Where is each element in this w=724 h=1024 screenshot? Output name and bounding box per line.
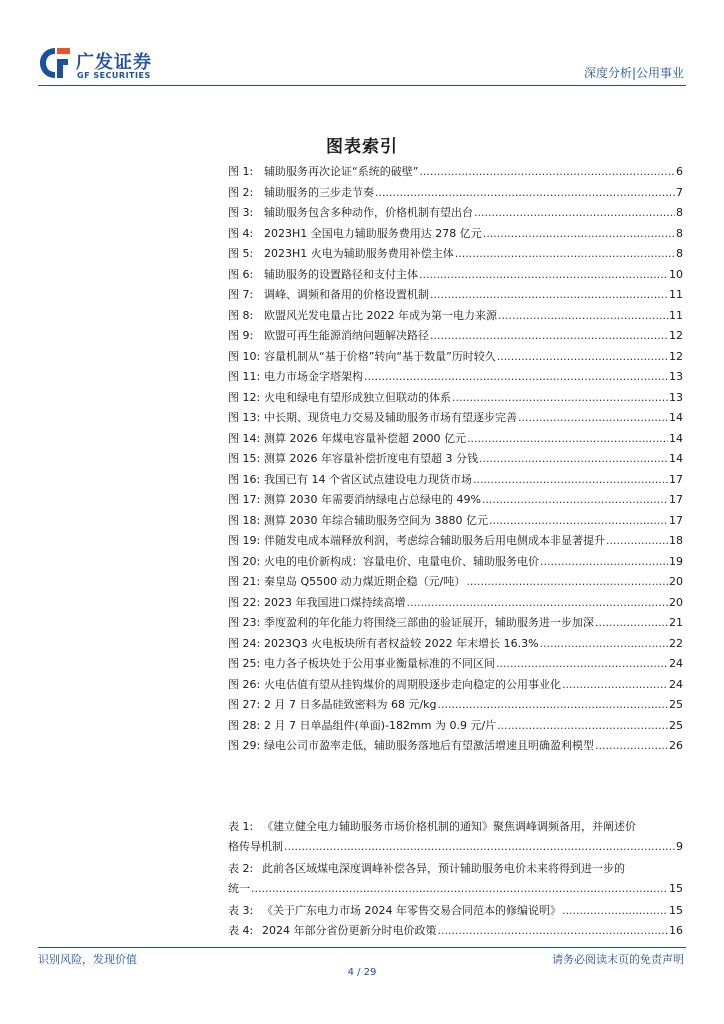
- entry-label: 图 27:: [228, 698, 261, 711]
- figure-index-list: [228, 163, 683, 758]
- entry-title: 我国已有 14 个省区试点建设电力现货市场: [264, 472, 472, 486]
- figure-index-entry[interactable]: [228, 368, 683, 389]
- entry-label: 图 6:: [228, 267, 254, 281]
- table-index-entry[interactable]: [228, 818, 683, 860]
- entry-label: 图 17:: [228, 493, 261, 506]
- entry-label: 表 4:: [228, 924, 254, 937]
- entry-label: 图 5:: [228, 247, 254, 260]
- entry-page-number: 8: [676, 206, 683, 219]
- figure-index-entry[interactable]: [228, 573, 683, 594]
- table-index-list: [228, 818, 683, 942]
- entry-title: 欧盟可再生能源消纳问题解决路径: [264, 329, 429, 342]
- entry-page-number: 15: [669, 904, 683, 917]
- dot-leader: [251, 882, 668, 895]
- entry-page-number: 11: [669, 308, 683, 322]
- page-header: [38, 44, 684, 84]
- figure-index-entry[interactable]: [228, 204, 683, 225]
- figure-index-entry[interactable]: [228, 553, 683, 574]
- entry-title: 辅助服务的设置路径和支付主体: [264, 267, 418, 281]
- figure-index-entry[interactable]: [228, 737, 683, 758]
- dot-leader: [497, 719, 668, 732]
- entry-label: 图 22:: [228, 595, 261, 609]
- entry-label: 图 14:: [228, 431, 261, 445]
- figure-index-entry[interactable]: [228, 594, 683, 615]
- entry-title: 火电和绿电有望形成独立但联动的体系: [264, 390, 451, 404]
- entry-label: 图 15:: [228, 452, 261, 465]
- entry-page-number: 8: [676, 247, 683, 260]
- entry-page-number: 25: [669, 718, 683, 732]
- logo-english-name: GF SECURITIES: [77, 71, 151, 80]
- entry-title: 电力市场金字塔架构: [264, 370, 363, 383]
- table-index-entry[interactable]: [228, 922, 683, 942]
- entry-first-line: [228, 860, 683, 880]
- entry-label: 图 25:: [228, 657, 261, 670]
- entry-page-number: 22: [669, 636, 683, 650]
- figure-index-entry[interactable]: [228, 717, 683, 738]
- dot-leader: [540, 637, 668, 650]
- entry-title: 容量机制从“基于价格”转向“基于数量”历时较久: [264, 349, 496, 363]
- dot-leader: [452, 391, 668, 404]
- entry-title-line2: 格传导机制: [228, 840, 283, 853]
- dot-leader: [467, 432, 668, 445]
- dot-leader: [430, 288, 668, 301]
- entry-title: 季度盈利的年化能力将围绕三部曲的验证展开，辅助服务进一步加深: [264, 616, 594, 629]
- entry-second-line: [228, 880, 683, 902]
- entry-label: 图 19:: [228, 534, 261, 547]
- entry-label: 图 12:: [228, 390, 261, 404]
- entry-title: 辅助服务再次论证“系统的破壁”: [264, 165, 419, 178]
- header-divider: [38, 85, 686, 86]
- entry-page-number: 13: [669, 390, 683, 404]
- entry-title: 中长期、现货电力交易及辅助服务市场有望逐步完善: [264, 411, 517, 424]
- entry-label: 图 24:: [228, 636, 261, 650]
- entry-title: 调峰、调频和备用的价格设置机制: [264, 288, 429, 301]
- dot-leader: [562, 678, 668, 691]
- page-title: 图表索引: [326, 137, 398, 157]
- entry-page-number: 13: [669, 370, 683, 383]
- dot-leader: [419, 165, 675, 178]
- figure-index-entry[interactable]: [228, 676, 683, 697]
- entry-title: 2023 年我国进口煤持续高增: [264, 595, 406, 609]
- entry-label: 图 28:: [228, 718, 261, 732]
- entry-page-number: 15: [669, 882, 683, 895]
- entry-page-number: 17: [669, 513, 683, 527]
- entry-title: 欧盟风光发电量占比 2022 年成为第一电力来源: [264, 308, 497, 322]
- figure-index-entry[interactable]: [228, 245, 683, 266]
- entry-label: 图 10:: [228, 349, 261, 363]
- dot-leader: [474, 206, 675, 219]
- footer-disclaimer-note: 请务必阅读末页的免责声明: [552, 953, 684, 966]
- entry-title: 辅助服务的三步走节奏: [264, 185, 374, 199]
- footer-divider: [38, 947, 686, 948]
- entry-title: 绿电公司市盈率走低，辅助服务落地后有望激活增速且明确盈利模型: [264, 739, 594, 752]
- figure-index-entry[interactable]: [228, 471, 683, 492]
- entry-page-number: 11: [669, 288, 683, 301]
- figure-index-entry[interactable]: [228, 635, 683, 656]
- dot-leader: [419, 268, 668, 281]
- entry-title: 伴随发电成本端释放利润，考虑综合辅助服务后用电侧成本非显著提升: [264, 534, 605, 547]
- page-number: 4 / 29: [347, 967, 377, 978]
- entry-label: 图 7:: [228, 288, 254, 301]
- entry-title-line1: 此前各区域煤电深度调峰补偿各异，预计辅助服务电价未来将得到进一步的: [262, 862, 625, 875]
- entry-page-number: 14: [669, 452, 683, 465]
- entry-title: 火电的电价新构成：容量电价、电量电价、辅助服务电价: [264, 554, 539, 568]
- entry-second-line: [228, 838, 683, 860]
- entry-page-number: 7: [676, 185, 683, 199]
- figure-index-entry[interactable]: [228, 696, 683, 717]
- entry-page-number: 14: [669, 411, 683, 424]
- entry-title-line2: 统一: [228, 882, 250, 895]
- entry-page-number: 24: [669, 677, 683, 691]
- figure-index-entry[interactable]: [228, 266, 683, 287]
- entry-title: 2023H1 火电为辅助服务费用补偿主体: [264, 247, 454, 260]
- figure-index-entry[interactable]: [228, 225, 683, 246]
- dot-leader: [562, 904, 668, 917]
- dot-leader: [483, 227, 675, 240]
- figure-index-entry[interactable]: [228, 163, 683, 184]
- entry-label: 图 23:: [228, 616, 261, 629]
- entry-page-number: 20: [669, 595, 683, 609]
- entry-title: 2023H1 全国电力辅助服务费用达 278 亿元: [264, 226, 482, 240]
- entry-page-number: 24: [669, 657, 683, 670]
- figure-index-entry[interactable]: [228, 348, 683, 369]
- report-category: 深度分析|公用事业: [583, 66, 684, 80]
- entry-page-number: 19: [669, 554, 683, 568]
- dot-leader: [473, 473, 668, 486]
- dot-leader: [364, 370, 668, 383]
- entry-title: 电力各子板块处于公用事业衡量标准的不同区间: [264, 657, 495, 670]
- dot-leader: [479, 452, 668, 465]
- figure-index-entry[interactable]: [228, 389, 683, 410]
- figure-index-entry[interactable]: [228, 184, 683, 205]
- gf-logo-icon: [38, 46, 72, 80]
- dot-leader: [430, 329, 668, 342]
- entry-title: 测算 2030 年需要消纳绿电占总绿电的 49%: [264, 493, 481, 506]
- entry-title: 测算 2026 年容量补偿折度电有望超 3 分钱: [264, 452, 478, 465]
- dot-leader: [466, 575, 668, 588]
- figure-index-entry[interactable]: [228, 532, 683, 553]
- entry-label: 图 20:: [228, 554, 261, 568]
- entry-label: 图 29:: [228, 739, 261, 752]
- table-index-entry[interactable]: [228, 860, 683, 902]
- entry-title: 秦皇岛 Q5500 动力煤近期企稳（元/吨）: [264, 575, 466, 588]
- figure-index-entry[interactable]: [228, 286, 683, 307]
- dot-leader: [489, 514, 668, 527]
- entry-label: 图 13:: [228, 411, 261, 424]
- entry-page-number: 12: [669, 329, 683, 342]
- entry-page-number: 6: [676, 165, 683, 178]
- gf-securities-logo: [38, 46, 188, 86]
- dot-leader: [375, 186, 675, 199]
- entry-label: 图 26:: [228, 677, 261, 691]
- entry-page-number: 12: [669, 349, 683, 363]
- dot-leader: [438, 698, 668, 711]
- dot-leader: [407, 596, 669, 609]
- entry-page-number: 9: [676, 840, 683, 853]
- entry-page-number: 17: [669, 493, 683, 506]
- entry-label: 图 21:: [228, 575, 261, 588]
- entry-title-line1: 《建立健全电力辅助服务市场价格机制的通知》聚焦调峰调频备用，并阐述价: [262, 820, 636, 833]
- table-index-entry[interactable]: [228, 902, 683, 922]
- dot-leader: [496, 657, 668, 670]
- entry-page-number: 21: [669, 616, 683, 629]
- entry-page-number: 25: [669, 698, 683, 711]
- entry-title: 2024 年部分省份更新分时电价政策: [262, 924, 437, 937]
- entry-page-number: 18: [669, 534, 683, 547]
- dot-leader: [606, 534, 668, 547]
- entry-label: 图 11:: [228, 370, 261, 383]
- figure-index-entry[interactable]: [228, 614, 683, 635]
- dot-leader: [482, 493, 668, 506]
- entry-title: 2023Q3 火电板块所有者权益较 2022 年末增长 16.3%: [264, 636, 539, 650]
- entry-title: 2 月 7 日单晶组件(单面)-182mm 为 0.9 元/片: [264, 718, 497, 732]
- dot-leader: [497, 350, 668, 363]
- entry-page-number: 20: [669, 575, 683, 588]
- entry-label: 表 1:: [228, 820, 254, 833]
- dot-leader: [438, 924, 669, 937]
- entry-title: 《关于广东电力市场 2024 年零售交易合同范本的修编说明》: [262, 904, 561, 917]
- dot-leader: [455, 247, 675, 260]
- entry-title: 辅助服务包含多种动作，价格机制有望出台: [264, 206, 473, 219]
- entry-label: 图 1:: [228, 165, 254, 178]
- figure-index-entry[interactable]: [228, 491, 683, 512]
- entry-label: 图 16:: [228, 472, 261, 486]
- entry-page-number: 10: [669, 267, 683, 281]
- entry-page-number: 16: [669, 924, 683, 937]
- entry-first-line: [228, 818, 683, 838]
- dot-leader: [595, 739, 668, 752]
- entry-page-number: 26: [669, 739, 683, 752]
- figure-index-entry[interactable]: [228, 655, 683, 676]
- figure-index-entry[interactable]: [228, 307, 683, 328]
- entry-label: 图 8:: [228, 308, 254, 322]
- figure-index-entry[interactable]: [228, 430, 683, 451]
- dot-leader: [498, 309, 668, 322]
- figure-index-entry[interactable]: [228, 409, 683, 430]
- entry-label: 图 4:: [228, 226, 254, 240]
- dot-leader: [518, 411, 668, 424]
- figure-index-entry[interactable]: [228, 450, 683, 471]
- entry-title: 2 月 7 日多晶硅致密料为 68 元/kg: [264, 698, 437, 711]
- entry-title: 测算 2030 年综合辅助服务空间为 3880 亿元: [264, 513, 488, 527]
- figure-index-entry[interactable]: [228, 327, 683, 348]
- figure-index-entry[interactable]: [228, 512, 683, 533]
- dot-leader: [595, 616, 668, 629]
- entry-label: 图 9:: [228, 329, 254, 342]
- entry-label: 图 18:: [228, 513, 261, 527]
- footer-slogan: 识别风险，发现价值: [38, 953, 137, 966]
- logo-chinese-name: 广发证券: [76, 52, 152, 73]
- entry-page-number: 14: [669, 431, 683, 445]
- entry-page-number: 8: [676, 226, 683, 240]
- entry-label: 表 2:: [228, 862, 254, 875]
- dot-leader: [284, 840, 675, 853]
- entry-page-number: 17: [669, 472, 683, 486]
- entry-label: 表 3:: [228, 904, 254, 917]
- entry-label: 图 3:: [228, 206, 254, 219]
- entry-label: 图 2:: [228, 185, 254, 199]
- dot-leader: [540, 555, 668, 568]
- entry-title: 火电估值有望从挂钩煤价的周期股逐步走向稳定的公用事业化: [264, 677, 561, 691]
- entry-title: 测算 2026 年煤电容量补偿超 2000 亿元: [264, 431, 466, 445]
